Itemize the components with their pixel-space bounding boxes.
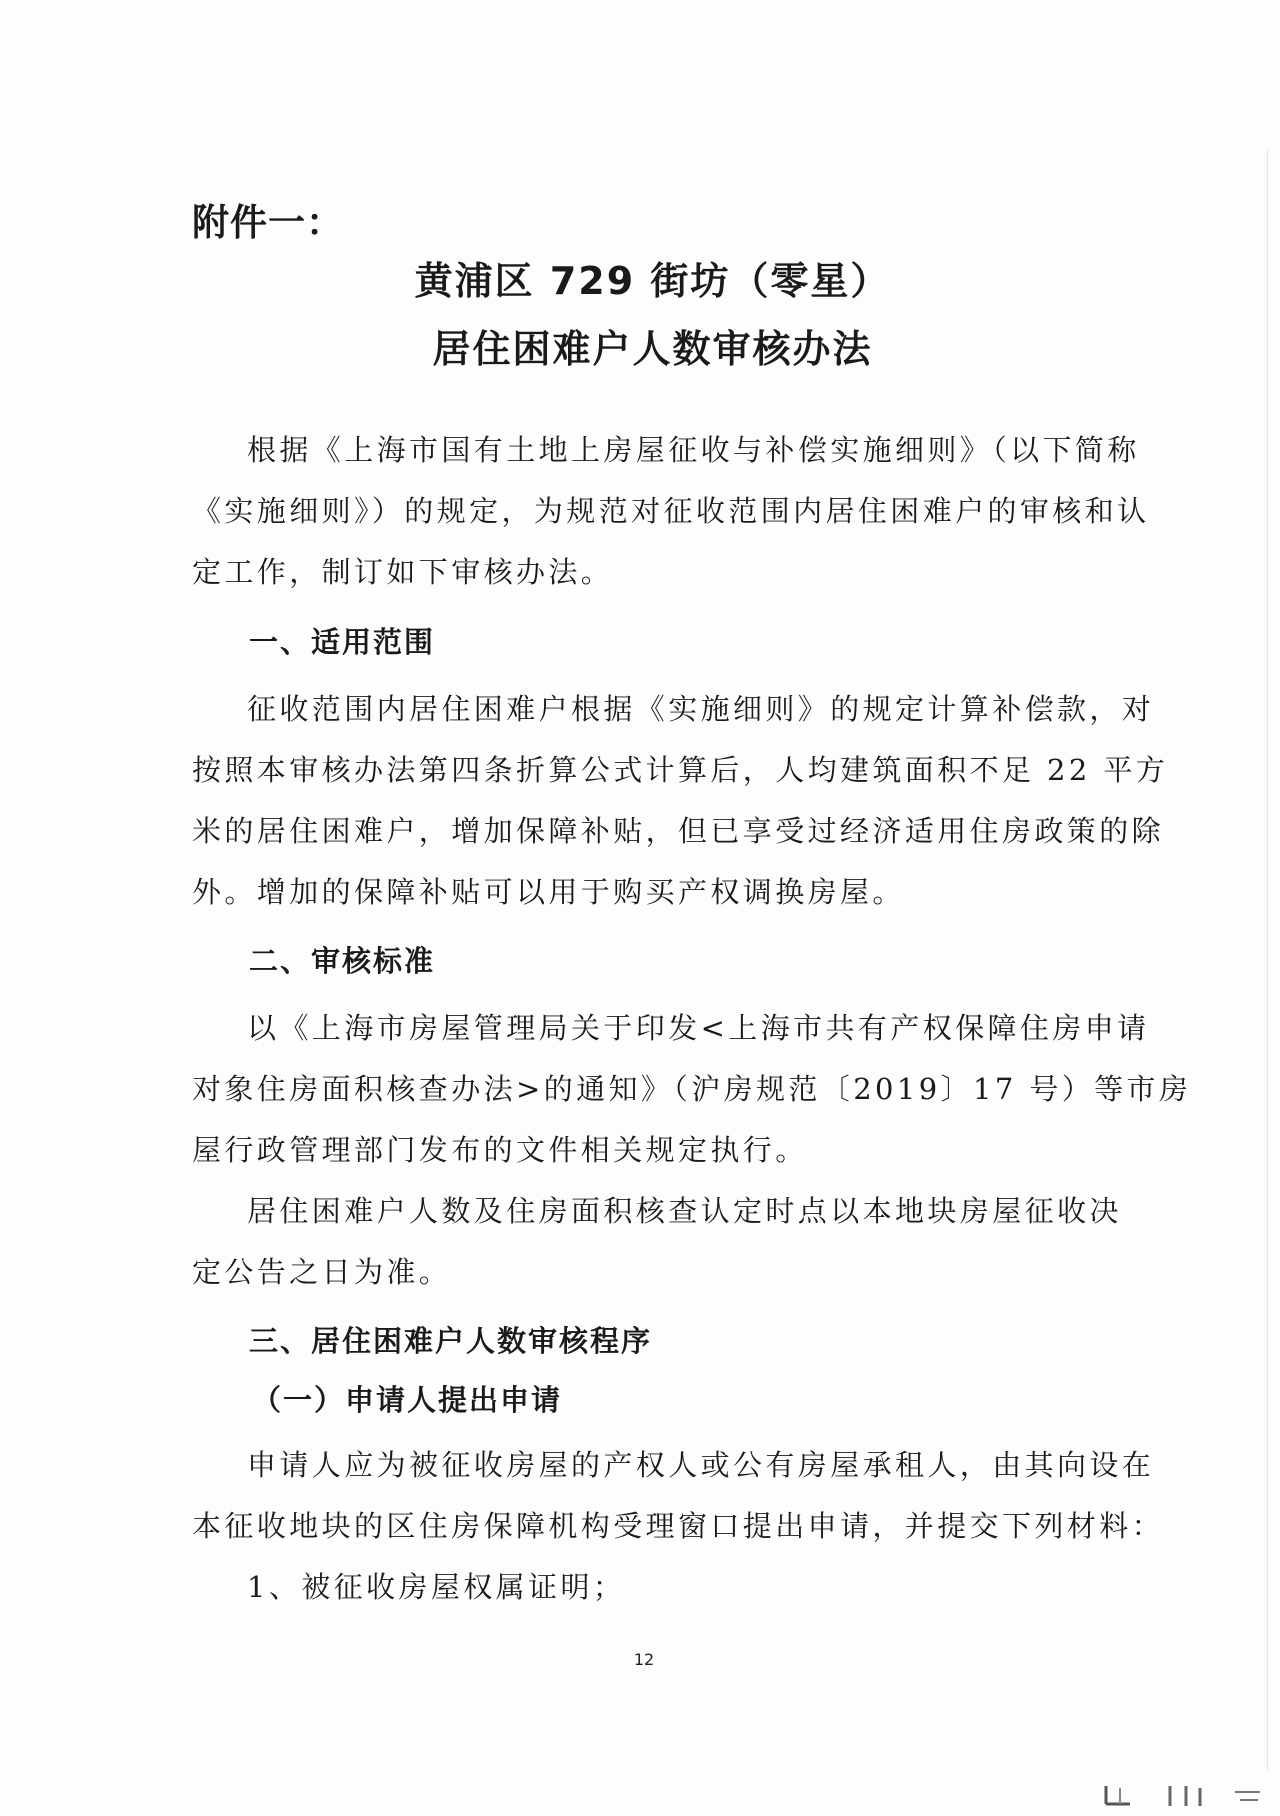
body-line: 征收范围内居住困难户根据《实施细则》的规定计算补偿款，对: [247, 692, 1155, 726]
scan-artifact-marks: [1100, 1780, 1265, 1810]
section-heading-procedure: 三、居住困难户人数审核程序: [249, 1324, 653, 1358]
body-line: 屋行政管理部门发布的文件相关规定执行。: [192, 1133, 808, 1167]
body-line: 《实施细则》）的规定，为规范对征收范围内居住困难户的审核和认: [192, 494, 1150, 528]
body-line: 米的居住困难户，增加保障补贴，但已享受过经济适用住房政策的除: [192, 814, 1165, 848]
body-line: 根据《上海市国有土地上房屋征收与补偿实施细则》（以下简称: [247, 433, 1140, 467]
scan-edge-line: [1267, 150, 1268, 1770]
subsection-heading-application: （一）申请人提出申请: [252, 1383, 563, 1417]
body-line: 定公告之日为准。: [192, 1255, 452, 1289]
body-line: 按照本审核办法第四条折算公式计算后，人均建筑面积不足 22 平方: [192, 753, 1169, 787]
body-line: 定工作，制订如下审核办法。: [192, 555, 614, 589]
body-line: 居住困难户人数及住房面积核查认定时点以本地块房屋征收决: [247, 1194, 1122, 1228]
attachment-label: 附件一：: [192, 201, 344, 244]
document-title-line-2: 居住困难户人数审核办法: [432, 327, 873, 371]
body-line: 申请人应为被征收房屋的产权人或公有房屋承租人，由其向设在: [247, 1448, 1155, 1482]
body-line: 对象住房面积核查办法>的通知》（沪房规范〔2019〕17 号）等市房: [192, 1072, 1192, 1106]
document-title-line-1: 黄浦区 729 街坊（零星）: [414, 259, 891, 303]
body-line: 外。增加的保障补贴可以用于购买产权调换房屋。: [192, 875, 905, 909]
page-number: 12: [633, 1650, 655, 1669]
body-line: 以《上海市房屋管理局关于印发<上海市共有产权保障住房申请: [247, 1011, 1150, 1045]
section-heading-scope: 一、适用范围: [249, 625, 436, 659]
section-heading-standard: 二、审核标准: [249, 944, 436, 978]
list-item: 1、被征收房屋权属证明；: [247, 1570, 626, 1604]
body-line: 本征收地块的区住房保障机构受理窗口提出申请，并提交下列材料：: [192, 1509, 1165, 1543]
